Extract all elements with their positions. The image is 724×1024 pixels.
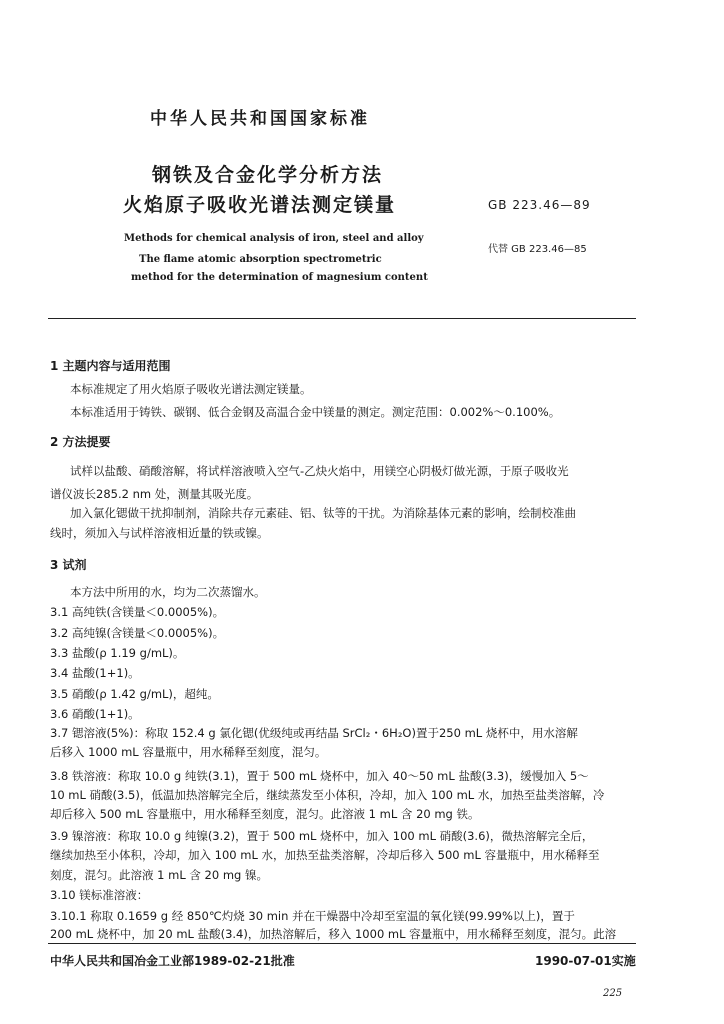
page-number: 225 [603,988,623,999]
section-3-intro: 本方法中所用的水，均为二次蒸馏水。 [70,585,266,599]
section-2-paragraph-1-line-1: 试样以盐酸、硝酸溶解，将试样溶液喷入空气-乙炔火焰中，用镁空心阴极灯做光源，于原子吸收光 [70,464,569,478]
issuing-organization: 中华人民共和国国家标准 [150,109,370,129]
reagent-3-1: 3.1 高纯铁(含镁量＜0.0005%)。 [50,605,225,619]
section-3-heading: 3 试剂 [50,558,87,572]
section-2-paragraph-2-line-1: 加入氯化锶做干扰抑制剂，消除共存元素硅、铝、钛等的干扰。为消除基体元素的影响，绘制校准曲 [70,506,576,520]
reagent-3-8-line-1: 3.8 铁溶液：称取 10.0 g 纯铁(3.1)，置于 500 mL 烧杯中，加入 40～50 mL 盐酸(3.3)，缓慢加入 5～ [50,769,589,783]
reagent-3-2: 3.2 高纯镍(含镁量＜0.0005%)。 [50,626,225,640]
reagent-3-4: 3.4 盐酸(1+1)。 [50,666,140,680]
section-2-heading: 2 方法提要 [50,435,111,449]
reagent-3-7-line-1: 3.7 锶溶液(5%)：称取 152.4 g 氯化锶(优级纯或再结晶 SrCl₂・6H₂O)置于250 mL 烧杯中，用水溶解 [50,726,578,740]
reagent-3-3: 3.3 盐酸(ρ 1.19 g/mL)。 [50,646,185,660]
english-title-line-2: The flame atomic absorption spectrometric [139,254,382,265]
reagent-3-9-line-3: 刻度，混匀。此溶液 1 mL 含 20 mg 镍。 [50,868,268,882]
document-title-line-1: 钢铁及合金化学分析方法 [152,164,384,186]
section-1-paragraph-1: 本标准规定了用火焰原子吸收光谱法测定镁量。 [70,382,312,396]
reagent-3-10-1-line-2: 200 mL 烧杯中，加 20 mL 盐酸(3.4)，加热溶解后，移入 1000 mL 容量瓶中，用水稀释至刻度，混匀。此溶 [50,927,617,941]
english-title-line-1: Methods for chemical analysis of iron, steel and alloy [124,233,424,244]
section-2-paragraph-2-line-2: 线时，须加入与试样溶液相近量的铁或镍。 [50,526,269,540]
reagent-3-8-line-3: 却后移入 500 mL 容量瓶中，用水稀释至刻度，混匀。此溶液 1 mL 含 20 mg 铁。 [50,807,480,821]
section-1-paragraph-2: 本标准适用于铸铁、碳钢、低合金钢及高温合金中镁量的测定。测定范围：0.002%～0.100%。 [70,405,561,419]
header-divider [48,318,636,319]
standard-number: GB 223.46—89 [488,198,591,212]
reagent-3-10-1-line-1: 3.10.1 称取 0.1659 g 经 850℃灼烧 30 min 并在干燥器中冷却至室温的氧化镁(99.99%以上)，置于 [50,909,575,923]
reagent-3-7-line-2: 后移入 1000 mL 容量瓶中，用水稀释至刻度，混匀。 [50,745,327,759]
replaces-standard: 代替 GB 223.46—85 [488,244,587,255]
reagent-3-9-line-2: 继续加热至小体积，冷却，加入 100 mL 水，加热至盐类溶解，冷却后移入 500 mL 容量瓶中，用水稀释至 [50,848,600,862]
english-title-line-3: method for the determination of magnesium content [131,272,428,283]
section-1-heading: 1 主题内容与适用范围 [50,359,171,373]
section-2-paragraph-1-line-2: 谱仪波长285.2 nm 处，测量其吸光度。 [50,487,259,501]
reagent-3-8-line-2: 10 mL 硝酸(3.5)，低温加热溶解完全后，继续蒸发至小体积，冷却，加入 100 mL 水，加热至盐类溶解，冷 [50,788,605,802]
approval-statement: 中华人民共和国冶金工业部1989-02-21批准 [50,954,295,968]
reagent-3-6: 3.6 硝酸(1+1)。 [50,707,140,721]
implementation-date: 1990-07-01实施 [535,954,636,968]
reagent-3-9-line-1: 3.9 镍溶液：称取 10.0 g 纯镍(3.2)，置于 500 mL 烧杯中，加入 100 mL 硝酸(3.6)，微热溶解完全后， [50,829,594,843]
footer-divider [48,943,636,944]
reagent-3-5: 3.5 硝酸(ρ 1.42 g/mL)，超纯。 [50,687,219,701]
reagent-3-10: 3.10 镁标准溶液： [50,888,149,902]
document-title-line-2: 火焰原子吸收光谱法测定镁量 [123,194,397,216]
